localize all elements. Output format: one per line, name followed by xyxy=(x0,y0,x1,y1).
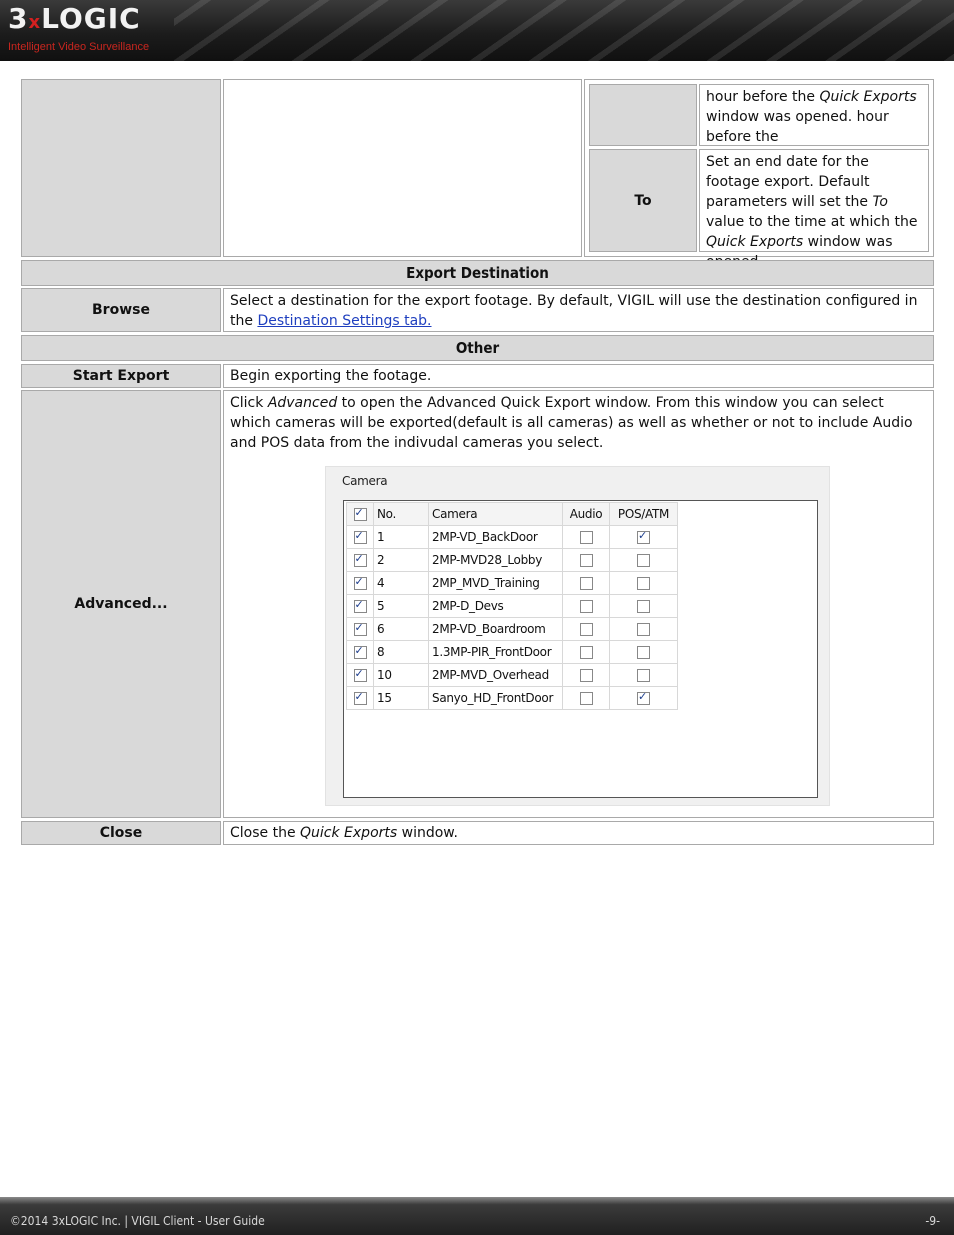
pos-atm-checkbox[interactable] xyxy=(637,531,650,544)
camera-name: Sanyo_HD_FrontDoor xyxy=(429,687,563,710)
audio-checkbox[interactable] xyxy=(580,692,593,705)
camera-select-checkbox[interactable] xyxy=(354,692,367,705)
pos-atm-checkbox[interactable] xyxy=(637,692,650,705)
page-header xyxy=(0,0,954,61)
pos-atm-checkbox[interactable] xyxy=(637,669,650,682)
logo-name: LOGIC xyxy=(41,2,141,35)
pos-atm-checkbox[interactable] xyxy=(637,623,650,636)
camera-no: 6 xyxy=(374,618,429,641)
camera-select-checkbox[interactable] xyxy=(354,669,367,682)
company-logo xyxy=(8,3,149,54)
close-desc: Close the Quick Exports window. xyxy=(223,821,934,845)
to-label: To xyxy=(589,149,697,252)
column-audio[interactable]: Audio xyxy=(563,503,610,526)
camera-select-checkbox[interactable] xyxy=(354,623,367,636)
camera-no: 2 xyxy=(374,549,429,572)
camera-name: 2MP_MVD_Training xyxy=(429,572,563,595)
from-label-cell xyxy=(21,79,221,257)
section-export-destination: Export Destination xyxy=(21,260,934,286)
camera-select-checkbox[interactable] xyxy=(354,531,367,544)
camera-row[interactable] xyxy=(347,687,678,710)
page-footer xyxy=(0,1197,954,1235)
camera-select-checkbox[interactable] xyxy=(354,554,367,567)
camera-row[interactable] xyxy=(347,549,678,572)
camera-row[interactable] xyxy=(347,618,678,641)
camera-name: 2MP-MVD28_Lobby xyxy=(429,549,563,572)
start-export-label: Start Export xyxy=(21,364,221,388)
logo-prefix: 3 xyxy=(8,2,29,35)
nested-from-desc: hour before the Quick Exports window was opened. hour before the xyxy=(699,84,929,146)
start-export-desc: Begin exporting the footage. xyxy=(223,364,934,388)
camera-row[interactable] xyxy=(347,572,678,595)
camera-no: 1 xyxy=(374,526,429,549)
to-desc: Set an end date for the footage export. Default parameters will set the To value to the time at which the Quick Exports window was xyxy=(699,149,929,252)
camera-no: 5 xyxy=(374,595,429,618)
header-pattern xyxy=(174,0,954,61)
logo-x: x xyxy=(28,12,42,33)
pos-atm-checkbox[interactable] xyxy=(637,577,650,590)
logo-tagline: Intelligent Video Surveillance xyxy=(8,41,150,53)
camera-table xyxy=(346,502,678,710)
footer-copyright: ©2014 3xLOGIC Inc. | VIGIL Client - User Guide xyxy=(10,1214,265,1228)
camera-dialog xyxy=(325,466,830,806)
audio-checkbox[interactable] xyxy=(580,623,593,636)
page-number: -9- xyxy=(925,1214,940,1228)
camera-group-title: Camera xyxy=(342,474,388,488)
close-label: Close xyxy=(21,821,221,845)
camera-name: 1.3MP-PIR_FrontDoor xyxy=(429,641,563,664)
audio-checkbox[interactable] xyxy=(580,669,593,682)
destination-settings-link[interactable]: Destination Settings tab. xyxy=(257,313,432,329)
camera-select-checkbox[interactable] xyxy=(354,646,367,659)
audio-checkbox[interactable] xyxy=(580,531,593,544)
column-camera[interactable]: Camera xyxy=(429,503,563,526)
audio-checkbox[interactable] xyxy=(580,554,593,567)
pos-atm-checkbox[interactable] xyxy=(637,554,650,567)
advanced-desc: Click Advanced to open the Advanced Quick Export window. From this window you can select which cameras will be exported(default is all cameras) as well as whether or not to include Audio and POS data from the indivudal cameras you select. xyxy=(223,390,934,818)
pos-atm-checkbox[interactable] xyxy=(637,600,650,613)
camera-name: 2MP-D_Devs xyxy=(429,595,563,618)
camera-no: 4 xyxy=(374,572,429,595)
camera-row[interactable] xyxy=(347,664,678,687)
camera-select-checkbox[interactable] xyxy=(354,600,367,613)
select-all-checkbox[interactable] xyxy=(354,508,367,521)
camera-table-header xyxy=(347,503,678,526)
column-pos-atm[interactable]: POS/ATM xyxy=(610,503,678,526)
camera-no: 15 xyxy=(374,687,429,710)
section-other: Other xyxy=(21,335,934,361)
browse-desc: Select a destination for the export footage. By default, VIGIL will use the destination configured in the Destination Settings tab. xyxy=(223,288,934,332)
camera-name: 2MP-MVD_Overhead xyxy=(429,664,563,687)
advanced-label: Advanced... xyxy=(21,390,221,818)
camera-list[interactable] xyxy=(343,500,818,798)
camera-row[interactable] xyxy=(347,641,678,664)
column-no[interactable]: No. xyxy=(374,503,429,526)
camera-row[interactable] xyxy=(347,595,678,618)
camera-no: 8 xyxy=(374,641,429,664)
audio-checkbox[interactable] xyxy=(580,577,593,590)
camera-no: 10 xyxy=(374,664,429,687)
pos-atm-checkbox[interactable] xyxy=(637,646,650,659)
camera-select-checkbox[interactable] xyxy=(354,577,367,590)
from-empty-cell xyxy=(223,79,582,257)
nested-from-label xyxy=(589,84,697,146)
audio-checkbox[interactable] xyxy=(580,646,593,659)
camera-name: 2MP-VD_BackDoor xyxy=(429,526,563,549)
camera-name: 2MP-VD_Boardroom xyxy=(429,618,563,641)
browse-label: Browse xyxy=(21,288,221,332)
audio-checkbox[interactable] xyxy=(580,600,593,613)
camera-row[interactable] xyxy=(347,526,678,549)
